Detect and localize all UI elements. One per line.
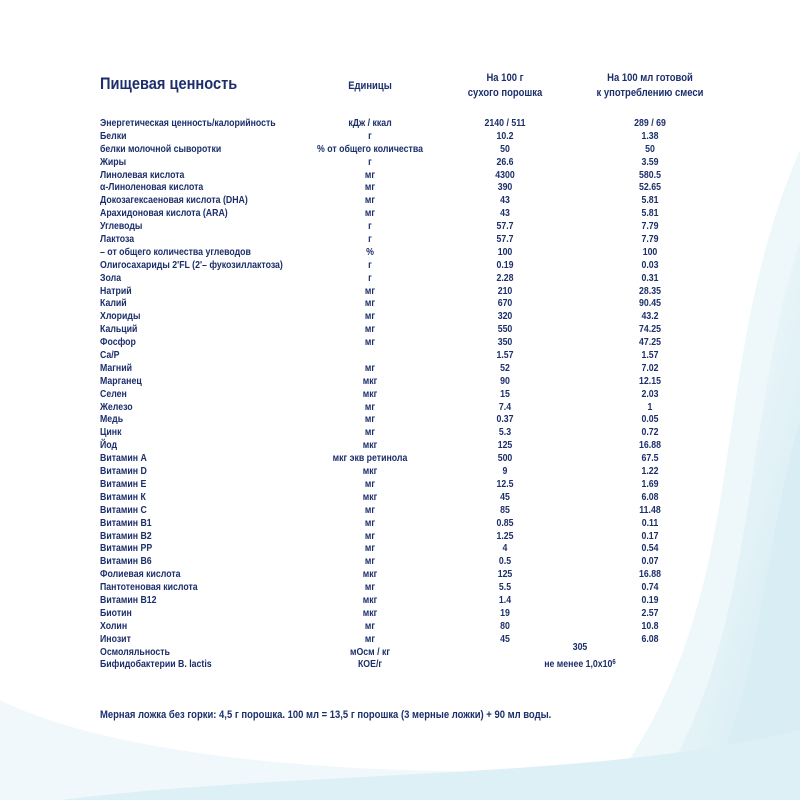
nutrient-unit: мг	[364, 362, 376, 374]
table-row	[0, 569, 800, 582]
value-per-100ml: 16.88	[639, 569, 661, 581]
value-per-100g: 1.4	[498, 594, 512, 606]
nutrient-unit: мг	[364, 182, 376, 194]
value-per-100ml: 7.79	[641, 234, 659, 246]
table-row	[0, 260, 800, 273]
table-row	[0, 247, 800, 260]
value-per-100g: 57.7	[496, 221, 514, 233]
value-per-100g: 45	[500, 491, 510, 503]
table-row	[0, 195, 800, 208]
nutrient-name: Селен	[100, 388, 127, 400]
value-per-100ml: 0.07	[641, 556, 659, 568]
table-row	[0, 144, 800, 157]
value-per-100g: 0.37	[496, 414, 514, 426]
value-per-100g: 80	[500, 620, 510, 632]
value-per-100g: 57.7	[496, 234, 514, 246]
value-per-100ml: 3.59	[641, 156, 659, 168]
table-row	[0, 466, 800, 479]
value-per-100ml: 7.02	[641, 362, 659, 374]
merged-value-exponent: 6	[612, 659, 616, 667]
nutrient-name: Холин	[100, 620, 128, 632]
nutrient-name: Витамин B6	[100, 556, 152, 568]
nutrient-name: Калий	[100, 298, 127, 310]
value-per-100g: 7.4	[498, 401, 512, 413]
value-per-100g: 9	[502, 466, 508, 478]
nutrient-name: Докозагексаеновая кислота (DHA)	[100, 195, 248, 207]
nutrient-name: Витамин B1	[100, 517, 152, 529]
nutrient-name: Жиры	[100, 156, 127, 168]
table-row	[0, 234, 800, 247]
value-per-100g: 19	[500, 607, 510, 619]
nutrient-unit: г	[368, 221, 372, 233]
nutrient-name: Витамин К	[100, 491, 146, 503]
value-per-100g: 1.57	[496, 350, 514, 362]
value-per-100ml: 28.35	[639, 285, 661, 297]
nutrient-unit: мг	[364, 620, 376, 632]
merged-value-text: не менее 1,0x10	[544, 659, 613, 671]
value-per-100ml: 0.54	[641, 543, 659, 555]
table-row	[0, 389, 800, 402]
nutrient-unit: мОсм / кг	[350, 646, 390, 658]
value-per-100g: 500	[497, 453, 513, 465]
value-per-100g: 125	[497, 569, 513, 581]
nutrient-name: Натрий	[100, 285, 132, 297]
value-per-100ml: 6.08	[641, 633, 659, 645]
value-per-100ml: 0.11	[641, 517, 659, 529]
nutrient-name: Инозит	[100, 633, 131, 645]
nutrient-unit: мкг	[362, 607, 378, 619]
table-row	[0, 311, 800, 324]
nutrient-name: Белки	[100, 130, 127, 142]
value-per-100g: 5.3	[498, 427, 512, 439]
nutrient-name: Бифидобактерии B. lactis	[100, 659, 212, 671]
value-per-100ml: 1.22	[641, 466, 659, 478]
nutrient-unit: мг	[364, 401, 376, 413]
value-per-100ml: 16.88	[639, 440, 661, 452]
value-per-100g: 390	[497, 182, 513, 194]
value-per-100ml: 1.57	[641, 350, 659, 362]
value-per-100ml: 100	[642, 246, 658, 258]
nutrient-unit: г	[368, 272, 372, 284]
value-per-100g: 4300	[495, 169, 515, 181]
nutrient-name: Магний	[100, 362, 132, 374]
table-row	[0, 324, 800, 337]
value-per-100g: 45	[500, 633, 510, 645]
page-title: Пищевая ценность	[100, 74, 238, 93]
table-row	[0, 157, 800, 170]
value-per-100g: 0.5	[498, 556, 512, 568]
table-row	[0, 221, 800, 234]
value-per-100ml: 2.57	[641, 607, 659, 619]
value-per-100g: 50	[500, 143, 510, 155]
nutrient-name: Кальций	[100, 324, 138, 336]
value-per-100ml: 0.19	[641, 594, 659, 606]
nutrient-unit: г	[368, 130, 372, 142]
nutrient-unit: мг	[364, 285, 376, 297]
nutrient-unit: мкг	[362, 375, 378, 387]
table-row	[0, 608, 800, 621]
value-per-100g: 15	[500, 388, 510, 400]
value-per-100ml: 0.17	[641, 530, 659, 542]
table-row	[0, 363, 800, 376]
nutrient-unit: мг	[364, 414, 376, 426]
value-per-100ml: 0.03	[641, 259, 659, 271]
column-header-per-100ml-line1: На 100 мл готовой	[607, 72, 693, 84]
table-row	[0, 505, 800, 518]
nutrient-unit: мг	[364, 556, 376, 568]
nutrient-unit: мкг	[362, 491, 378, 503]
nutrient-name: Линолевая кислота	[100, 169, 185, 181]
value-per-100g: 320	[497, 311, 513, 323]
nutrient-name: Марганец	[100, 375, 142, 387]
nutrient-unit: мкг	[362, 440, 378, 452]
value-per-100g: 52	[500, 362, 510, 374]
value-per-100g: 1.25	[496, 530, 514, 542]
table-row	[0, 440, 800, 453]
value-per-100g: 0.85	[496, 517, 514, 529]
table-row	[0, 273, 800, 286]
nutrient-name: Биотин	[100, 607, 132, 619]
nutrient-unit: г	[368, 234, 372, 246]
value-per-100g: 100	[497, 246, 513, 258]
value-per-100ml: 580.5	[639, 169, 661, 181]
table-row	[0, 118, 800, 131]
value-per-100g: 350	[497, 337, 513, 349]
table-row	[0, 208, 800, 221]
table-row	[0, 659, 800, 672]
nutrient-name: Витамин PP	[100, 543, 153, 555]
value-per-100ml: 10.8	[641, 620, 659, 632]
nutrient-unit: мкг	[362, 388, 378, 400]
nutrient-name: Железо	[100, 401, 133, 413]
nutrient-unit: мг	[364, 298, 376, 310]
nutrient-name: Витамин D	[100, 466, 147, 478]
nutrient-name: Зола	[100, 272, 122, 284]
nutrient-name: Витамин B12	[100, 594, 157, 606]
nutrient-name: Осмоляльность	[100, 646, 170, 658]
value-per-100g: 670	[497, 298, 513, 310]
table-row	[0, 350, 800, 363]
nutrient-name: – от общего количества углеводов	[100, 246, 251, 258]
table-row	[0, 492, 800, 505]
table-row	[0, 531, 800, 544]
value-per-100ml: 50	[645, 143, 655, 155]
nutrient-unit: мг	[364, 208, 376, 220]
table-row	[0, 595, 800, 608]
nutrient-unit: мг	[364, 517, 376, 529]
nutrient-unit: мг	[364, 169, 376, 181]
nutrient-unit: мкг	[362, 466, 378, 478]
nutrient-name: α-Линоленовая кислота	[100, 182, 204, 194]
table-row	[0, 298, 800, 311]
table-row	[0, 414, 800, 427]
nutrient-name: Фосфор	[100, 337, 136, 349]
nutrient-name: Лактоза	[100, 234, 135, 246]
value-per-100g: 4	[502, 543, 508, 555]
nutrient-unit: мг	[364, 195, 376, 207]
nutrient-name: Витамин A	[100, 453, 147, 465]
table-row	[0, 286, 800, 299]
nutrient-name: Витамин B2	[100, 530, 152, 542]
nutrient-unit: мкг экв ретинола	[332, 453, 408, 465]
value-per-100g: 2.28	[496, 272, 514, 284]
value-per-100g: 26.6	[496, 156, 514, 168]
column-header-per-100ml	[577, 71, 723, 101]
nutrient-name: Цинк	[100, 427, 122, 439]
nutrient-unit: %	[366, 246, 374, 258]
nutrient-name: Витамин C	[100, 504, 147, 516]
nutrient-name: Углеводы	[100, 221, 143, 233]
value-per-100ml: 12.15	[639, 375, 661, 387]
value-per-100ml: 0.74	[641, 582, 659, 594]
value-per-100ml: 7.79	[641, 221, 659, 233]
value-per-100ml: 47.25	[639, 337, 661, 349]
nutrient-unit: кДж / ккал	[348, 118, 392, 129]
table-row	[0, 543, 800, 556]
nutrient-unit: мг	[364, 504, 376, 516]
nutrient-unit: мкг	[362, 594, 378, 606]
table-row	[0, 131, 800, 144]
table-row	[0, 453, 800, 466]
value-per-100g: 550	[497, 324, 513, 336]
value-per-100ml: 289 / 69	[634, 118, 666, 129]
value-per-100ml: 1	[647, 401, 653, 413]
table-row	[0, 518, 800, 531]
nutrient-name: Энергетическая ценность/калорийность	[100, 118, 276, 129]
nutrient-unit: мг	[364, 427, 376, 439]
nutrient-unit: мг	[364, 337, 376, 349]
value-per-100ml: 2.03	[641, 388, 659, 400]
nutrient-unit: КОЕ/г	[357, 659, 383, 671]
footer-note: Мерная ложка без горки: 4,5 г порошка. 100 мл = 13,5 г порошка (3 мерные ложки) + 90 мл воды.	[100, 709, 552, 721]
value-per-100ml: 0.31	[641, 272, 659, 284]
value-per-100g: 0.19	[496, 259, 514, 271]
value-per-100g: 43	[500, 208, 510, 220]
column-header-per-100g-line2: сухого порошка	[467, 87, 543, 99]
column-header-per-100g	[441, 71, 570, 101]
table-row	[0, 641, 800, 660]
table-row	[0, 479, 800, 492]
column-header-units: Единицы	[348, 80, 392, 92]
value-per-100ml: 1.69	[641, 478, 659, 490]
column-header-per-100ml-line2: к употреблению смеси	[596, 87, 704, 99]
value-per-100g: 90	[500, 375, 510, 387]
value-per-100ml: 43.2	[641, 311, 659, 323]
table-row	[0, 582, 800, 595]
value-per-100ml: 1.38	[641, 130, 659, 142]
nutrient-unit: мг	[364, 324, 376, 336]
table-row	[0, 402, 800, 415]
value-per-100ml: 5.81	[641, 208, 659, 220]
nutrient-unit: мг	[364, 311, 376, 323]
value-per-100g: 125	[497, 440, 513, 452]
value-per-100ml: 67.5	[641, 453, 659, 465]
nutrient-name: Фолиевая кислота	[100, 569, 181, 581]
nutrient-name: Витамин E	[100, 478, 147, 490]
value-per-100g: 12.5	[496, 478, 514, 490]
value-per-100g: 5.5	[498, 582, 512, 594]
nutrient-unit: мг	[364, 530, 376, 542]
table-row	[0, 427, 800, 440]
nutrient-merged-value	[477, 642, 683, 655]
value-per-100g: 210	[497, 285, 513, 297]
value-per-100ml: 5.81	[641, 195, 659, 207]
nutrient-name: Йод	[100, 440, 118, 452]
value-per-100ml: 6.08	[641, 491, 659, 503]
value-per-100g: 2140 / 511	[484, 118, 526, 129]
nutrient-name: белки молочной сыворотки	[100, 143, 222, 155]
nutrient-name: Медь	[100, 414, 124, 426]
nutrient-unit: мг	[364, 543, 376, 555]
nutrient-name: Олигосахариды 2'FL (2'– фукозиллактоза)	[100, 259, 283, 271]
nutrient-name: Ca/P	[100, 350, 120, 362]
table-row	[0, 182, 800, 195]
value-per-100g: 43	[500, 195, 510, 207]
value-per-100ml: 74.25	[639, 324, 661, 336]
value-per-100ml: 11.48	[639, 504, 661, 516]
nutrient-name: Пантотеновая кислота	[100, 582, 198, 594]
nutrition-table	[0, 118, 800, 672]
table-row	[0, 170, 800, 183]
value-per-100g: 10.2	[496, 130, 514, 142]
value-per-100ml: 90.45	[639, 298, 661, 310]
nutrient-merged-value	[477, 659, 683, 672]
nutrient-unit: мг	[364, 478, 376, 490]
table-row	[0, 337, 800, 350]
column-header-per-100g-line1: На 100 г	[486, 72, 524, 84]
nutrient-unit: г	[368, 156, 372, 168]
nutrient-unit: мг	[364, 633, 376, 645]
table-row	[0, 621, 800, 634]
value-per-100ml: 0.72	[641, 427, 659, 439]
value-per-100g: 85	[500, 504, 510, 516]
value-per-100ml: 0.05	[641, 414, 659, 426]
table-row	[0, 556, 800, 569]
nutrient-name: Арахидоновая кислота (ARA)	[100, 208, 228, 220]
nutrient-unit: г	[368, 259, 372, 271]
nutrient-name: Хлориды	[100, 311, 141, 323]
table-row	[0, 376, 800, 389]
value-per-100ml: 52.65	[639, 182, 661, 194]
nutrient-unit: мкг	[362, 569, 378, 581]
nutrient-unit: % от общего количества	[317, 143, 423, 155]
nutrient-unit: мг	[364, 582, 376, 594]
merged-value-text: 305	[572, 641, 588, 653]
